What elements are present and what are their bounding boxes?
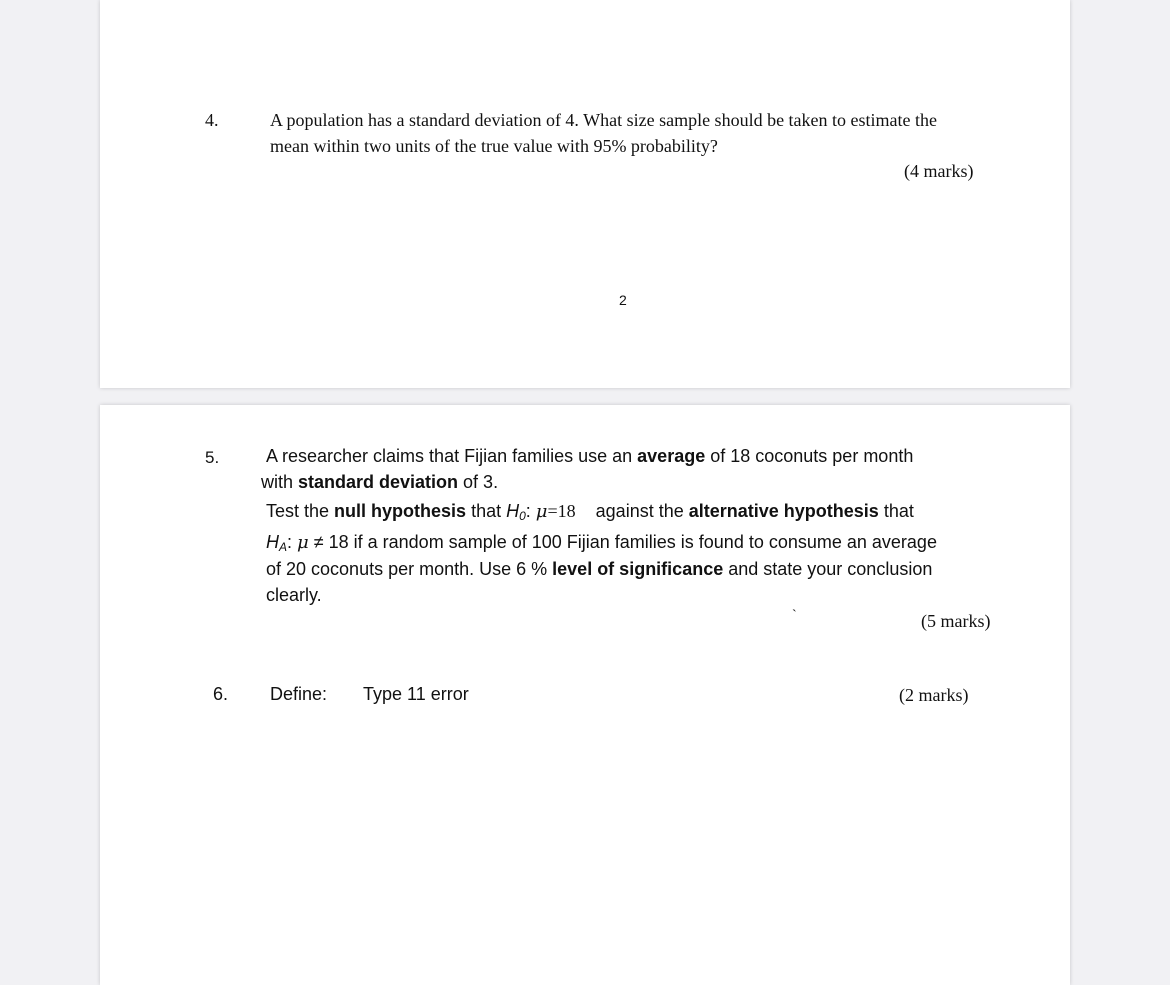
question-5-text-line-6: clearly. [266,585,322,605]
question-5-text-line-1: A researcher claims that Fijian families use an average of 18 coconuts per month [266,446,914,466]
question-5-marks: (5 marks) [921,611,991,631]
question-4-number: 4. [205,110,219,130]
question-4-text-line-2: mean within two units of the true value with 95% probability? [270,136,718,156]
term-alternative-hypothesis: alternative hypothesis [688,501,879,521]
question-5-text-line-4: $H_A$: μ ≠ 18 if a random sample of 100 Fijian families is found to consume an average [266,532,937,554]
term-null-hypothesis: null hypothesis [334,501,467,521]
exam-page-1 [100,0,1070,388]
alternative-hypothesis-symbol: $H_A$ [266,532,288,554]
question-5-text-line-5: of 20 coconuts per month. Use 6 % level of significance and state your conclusion [266,559,933,579]
term-average: average [637,446,706,466]
term-standard-deviation: standard deviation [298,472,459,492]
question-5-text-line-3: Test the null hypothesis that $H_0$: μ=18 against the alternative hypothesis that [266,501,914,523]
question-6-number: 6. [213,684,229,704]
question-6-marks: (2 marks) [899,685,969,705]
term-level-of-significance: level of significance [552,559,724,579]
question-6-define-label: Define: [270,684,328,704]
question-4-marks: (4 marks) [904,161,974,181]
question-5-number: 5. [205,448,220,467]
null-hypothesis-value: =18 [547,501,576,521]
stray-backtick: ` [792,608,797,623]
page-number: 2 [619,292,627,308]
question-5-text-line-2: with standard deviation of 3. [261,472,499,492]
question-4-text-line-1: A population has a standard deviation of 4. What size sample should be taken to estimate the [270,110,938,130]
mu-symbol: μ [297,532,309,553]
question-6-term: Type 11 error [363,684,469,704]
exam-page-2 [100,405,1070,985]
null-hypothesis-symbol: $H_0$ [506,501,526,523]
mu-symbol: μ [535,501,548,522]
